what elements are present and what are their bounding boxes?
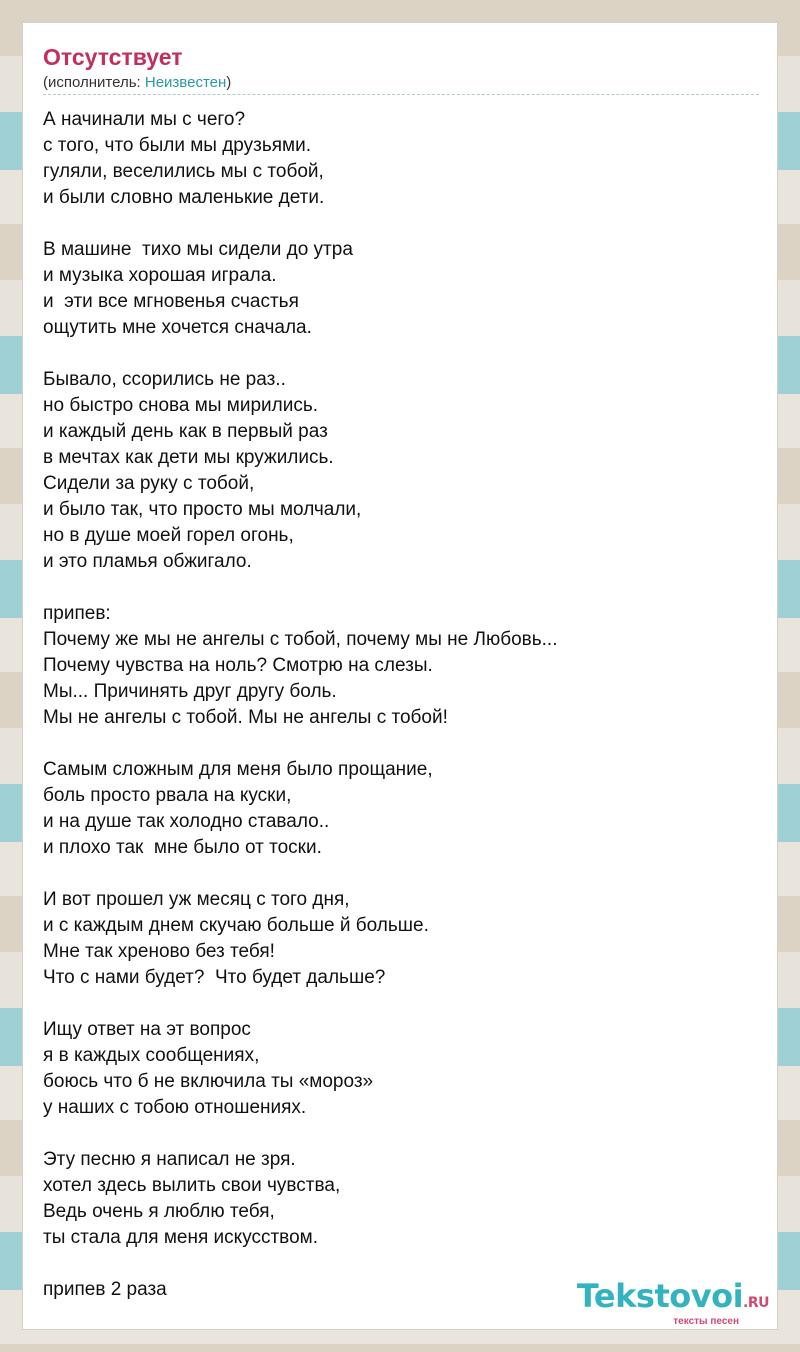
stanza-gap [43,991,759,1017]
lyric-line: и эти все мгновенья счастья [43,291,299,312]
lyric-line: Ищу ответ на эт вопрос [43,1019,251,1040]
lyric-line: припев: [43,603,111,624]
lyric-line: Эту песню я написал не зря. [43,1149,296,1170]
artist-suffix: ) [226,74,232,91]
artist-line [43,73,231,93]
stanza-gap [43,861,759,887]
lyric-line: и плохо так мне было от тоски. [43,837,322,858]
stanza-gap [43,575,759,601]
lyric-line: с того, что были мы друзьями. [43,135,312,156]
lyric-line: хотел здесь вылить свои чувства, [43,1175,341,1196]
lyric-line: но в душе моей горел огонь, [43,525,294,546]
lyric-line: И вот прошел уж месяц с того дня, [43,889,350,910]
logo-tagline: тексты песен [673,1316,739,1327]
lyric-line: Самым сложным для меня было прощание, [43,759,433,780]
lyric-line: и на душе так холодно ставало.. [43,811,330,832]
lyric-line: Почему чувства на ноль? Смотрю на слезы. [43,655,433,676]
logo-tld: .RU [743,1295,769,1311]
lyric-line: Мы не ангелы с тобой. Мы не ангелы с тобой! [43,707,448,728]
stanza-gap [43,341,759,367]
title-divider [43,94,759,95]
lyric-line: и это пламья обжигало. [43,551,252,572]
lyric-line: и с каждым днем скучаю больше й больше. [43,915,429,936]
site-logo[interactable] [577,1279,769,1327]
stanza-gap [43,211,759,237]
lyric-line: и каждый день как в первый раз [43,421,328,442]
lyrics-card [22,22,778,1330]
lyric-line: Почему же мы не ангелы с тобой, почему мы не Любовь... [43,629,558,650]
lyric-line: и было так, что просто мы молчали, [43,499,362,520]
lyric-line: ощутить мне хочется сначала. [43,317,312,338]
lyric-line: в мечтах как дети мы кружились. [43,447,334,468]
logo-wordmark [577,1279,769,1320]
lyric-line: я в каждых сообщениях, [43,1045,260,1066]
lyric-line: В машине тихо мы сидели до утра [43,239,353,260]
lyric-line: гуляли, веселились мы с тобой, [43,161,324,182]
lyric-line: Мне так хреново без тебя! [43,941,275,962]
lyrics-text [43,107,759,1303]
artist-link[interactable]: Неизвестен [144,74,227,91]
lyric-line: Ведь очень я люблю тебя, [43,1201,275,1222]
lyric-line: у наших с тобою отношениях. [43,1097,307,1118]
lyric-line: но быстро снова мы мирились. [43,395,319,416]
lyric-line: боль просто рвала на куски, [43,785,292,806]
lyric-line: боюсь что б не включила ты «мороз» [43,1071,374,1092]
stanza-gap [43,731,759,757]
lyric-line: Сидели за руку с тобой, [43,473,255,494]
lyric-line: и были словно маленькие дети. [43,187,325,208]
lyric-line: припев 2 раза [43,1279,167,1300]
lyric-line: ты стала для меня искусством. [43,1227,318,1248]
lyric-line: Мы... Причинять друг другу боль. [43,681,337,702]
lyric-line: Что с нами будет? Что будет дальше? [43,967,386,988]
lyric-line: и музыка хорошая играла. [43,265,277,286]
lyric-line: Бывало, ссорились не раз.. [43,369,286,390]
artist-prefix: (исполнитель: [43,74,145,91]
logo-main-text: Tekstovoi [576,1277,744,1315]
lyric-line: А начинали мы с чего? [43,109,246,130]
song-title: Отсутствует [43,44,183,70]
stanza-gap [43,1251,759,1277]
stanza-gap [43,1121,759,1147]
